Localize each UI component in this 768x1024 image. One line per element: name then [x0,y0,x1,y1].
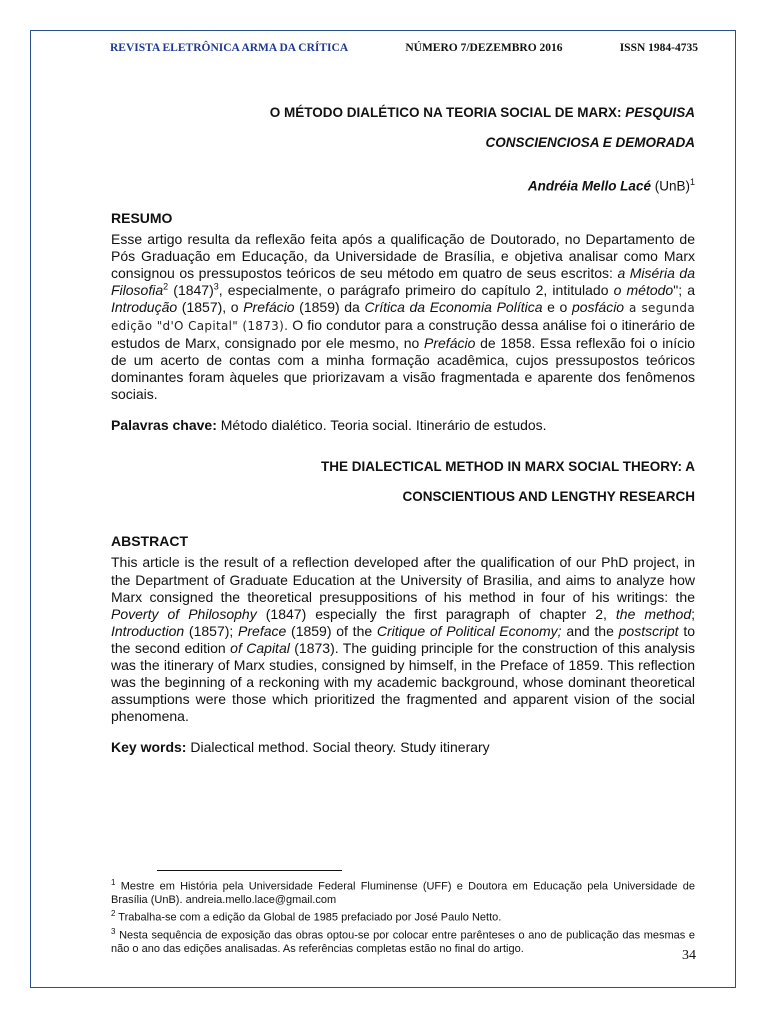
footnote-ref-2[interactable]: 2 [163,281,169,292]
abstract-text: (1847) especially the first paragraph of chapter 2, [256,605,616,622]
abstract-paragraph [111,554,695,725]
footnote-mark: 3 [111,926,116,936]
footnote-text: Trabalha-se com a edição da Global de 1985 prefaciado por José Paulo Netto. [115,911,502,924]
resumo-text: a segunda edição "d'O Capital" (1873). [111,300,695,333]
journal-name: REVISTA ELETRÔNICA ARMA DA CRÍTICA [110,42,349,54]
resumo-italic: posfácio [571,298,625,315]
issue-number: NÚMERO 7/DEZEMBRO 2016 [405,42,563,54]
footnote-3 [111,925,695,956]
key-words-text: Dialectical method. Social theory. Study itinerary [186,739,490,756]
footnote-ref-3[interactable]: 3 [213,281,219,292]
footnotes [111,876,695,956]
resumo-italic: Prefácio [243,298,295,315]
resumo-italic: Crítica da Economia Política [364,298,543,315]
title-en-line1: THE DIALECTICAL METHOD IN MARX SOCIAL THEORY: A [321,459,695,475]
abstract-italic: of Capital [230,639,290,656]
footnote-mark: 1 [111,878,116,887]
footnote-text: Mestre em História pela Universidade Federal Fluminense (UFF) e Doutora em Educação pela Universidade de Brasília (UnB). andreia.mello.lace@gmail.com [111,880,695,906]
resumo-italic: Introdução [111,298,178,315]
resumo-text: (1847) [168,281,214,298]
title-pt-line2: CONSCIENCIOSA E DEMORADA [485,135,695,150]
abstract-italic: the method [615,605,692,622]
abstract-heading: ABSTRACT [111,533,188,550]
footnote-2 [111,907,695,925]
title-pt [111,98,695,158]
abstract-italic: Preface [238,622,287,639]
title-pt-line1: O MÉTODO DIALÉTICO NA TEORIA SOCIAL DE MARX: [269,105,626,120]
title-en-line2: CONSCIENTIOUS AND LENGTHY RESEARCH [402,489,695,505]
resumo-italic: o método [613,281,674,298]
page-number: 34 [682,948,696,963]
key-words-label: Key words: [111,739,187,756]
palavras-chave-text: Método dialético. Teoria social. Itinerário de estudos. [216,417,547,434]
abstract-text: (1857); [184,622,239,639]
resumo-heading: RESUMO [111,209,173,226]
resumo-italic: Prefácio [424,335,476,352]
resumo-text: (1857), o [177,298,244,315]
resumo-text: "; a [673,281,696,298]
abstract-text: (1859) of the [286,622,377,639]
resumo-text: , especialmente, o parágrafo primeiro do capítulo 2, intitulado [218,281,614,298]
resumo-text: e o [542,298,572,315]
issn: ISSN 1984-4735 [619,42,698,54]
resumo-text: Esse artigo resulta da reflexão feita após a qualificação de Doutorado, no Departamento de Pós Graduação em Educação, da Universidade de Brasília, e objetiva analisar como Marx consignou os pressupostos teóricos de seu método em quatro de seus escritos: [111,230,695,281]
abstract-italic: Introduction [111,622,185,639]
article-body [111,98,695,756]
abstract-text: and the [561,622,619,639]
abstract-italic: postscript [618,622,679,639]
abstract-italic: Poverty of Philosophy [111,605,257,622]
running-header [110,42,698,54]
abstract-text: ; [691,605,695,622]
palavras-chave-label: Palavras chave: [111,417,217,434]
title-pt-line1-italic: PESQUISA [625,105,695,120]
resumo-text: O fio condutor para a construção dessa análise foi o itinerário de estudos de Marx, consignado por ele mesmo, no [111,316,695,352]
footnote-1 [111,876,695,907]
author-line [111,172,695,197]
abstract-text: to the second edition [111,622,695,656]
footnote-divider [157,870,342,871]
resumo-italic: a Miséria da Filosofia [111,264,695,298]
author-affiliation: (UnB) [650,178,690,194]
abstract-text: This article is the result of a reflection developed after the qualification of our PhD project, in the Department of Graduate Education at the University of Brasilia, and aims to analyze how Marx consigned the theoretical presuppositions of his method in four of his writings: the [111,554,695,605]
footnote-text: Nesta sequência de exposição das obras optou-se por colocar entre parênteses o ano de publicação das mesmas e não o ano das edições analisadas. As referências completas estão no final do artigo. [111,929,695,955]
author-footnote-mark: 1 [689,177,695,187]
footnote-mark: 2 [111,909,116,919]
resumo-text: de 1858. Essa reflexão foi o início de um acerto de contas com a minha formação acadêmica, cujos pressupostos teóricos dominantes foram àqueles que priorizavam a visão fragmentada e aparente dos fenômenos sociais. [111,335,695,403]
author-name: Andréia Mello Lacé [527,178,651,194]
abstract-text: (1873). The guiding principle for the construction of this analysis was the itinerary of Marx studies, consigned by himself, in the Preface of 1859. This reflection was the beginning of a reckoning with my academic background, whose dominant theoretical assumptions were those which prioritized the fragmented and apparent vision of the social phenomena. [111,639,695,725]
resumo-paragraph [111,231,695,404]
palavras-chave [111,417,695,434]
abstract-italic: Critique of Political Economy; [376,622,562,639]
resumo-text: (1859) da [294,298,365,315]
key-words [111,739,695,756]
title-en [111,452,695,512]
